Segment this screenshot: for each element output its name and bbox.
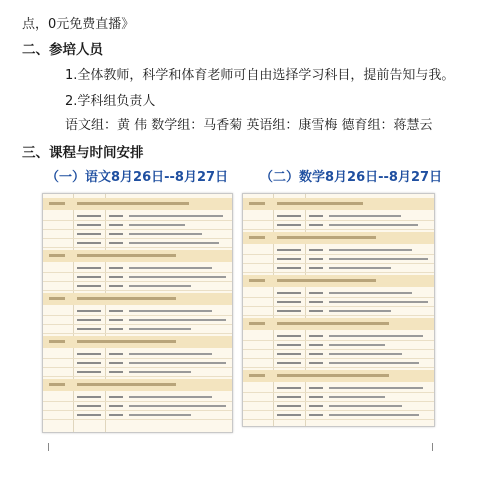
schedule-row-detail-bar xyxy=(129,242,219,244)
schedule-band-text-bar xyxy=(277,374,389,377)
schedule-row-time-bar xyxy=(277,353,301,355)
schedule-row-name-bar xyxy=(109,353,123,355)
schedule-row-rule xyxy=(43,333,232,334)
schedule-row-name-bar xyxy=(309,362,323,364)
schedule-row-name-bar xyxy=(309,301,323,303)
schedule-section-band xyxy=(43,250,232,262)
schedule-band-text-bar xyxy=(77,297,176,300)
schedule-row-name-bar xyxy=(309,335,323,337)
schedule-band-label-bar xyxy=(49,297,65,300)
schedule-row-rule xyxy=(243,229,434,230)
schedule-row-time-bar xyxy=(77,276,101,278)
schedule-row-name-bar xyxy=(109,396,123,398)
schedule-row-name-bar xyxy=(309,353,323,355)
schedule-row-detail-bar xyxy=(329,396,385,398)
schedule-row-time-bar xyxy=(277,249,301,251)
schedule-row xyxy=(243,307,434,315)
schedule-row xyxy=(243,264,434,272)
schedule-row-detail-bar xyxy=(129,405,226,407)
schedule-row-detail-bar xyxy=(329,224,418,226)
schedule-section-band xyxy=(243,318,434,330)
schedule-row-detail-bar xyxy=(129,396,212,398)
schedule-row-name-bar xyxy=(109,276,123,278)
schedule-row xyxy=(43,264,232,272)
schedule-row-time-bar xyxy=(77,353,101,355)
schedule-section-band xyxy=(43,336,232,348)
schedule-row-detail-bar xyxy=(329,362,419,364)
schedule-row-detail-bar xyxy=(129,215,223,217)
schedule-row-name-bar xyxy=(109,233,123,235)
schedule-row-rule xyxy=(43,247,232,248)
schedule-row xyxy=(243,411,434,419)
schedule-row-time-bar xyxy=(277,387,301,389)
schedule-row-detail-bar xyxy=(129,224,185,226)
schedule-row-name-bar xyxy=(109,319,123,321)
math-schedule-image xyxy=(242,193,435,427)
schedule-row-time-bar xyxy=(277,258,301,260)
schedule-row xyxy=(243,350,434,358)
section2-item1: 1.全体教师，科学和体育老师可自由选择学习科目，提前告知与我。 xyxy=(65,68,455,83)
schedule-row-time-bar xyxy=(77,224,101,226)
section2-title: 二、参培人员 xyxy=(22,42,103,58)
schedule-section-band xyxy=(243,232,434,244)
schedule-row xyxy=(243,255,434,263)
schedule-band-label-bar xyxy=(49,254,65,257)
schedule-row-time-bar xyxy=(77,267,101,269)
schedule-row-time-bar xyxy=(77,285,101,287)
schedule-row xyxy=(43,368,232,376)
schedule-row-rule xyxy=(243,419,434,420)
schedule-section-band xyxy=(43,293,232,305)
schedule-row-name-bar xyxy=(109,285,123,287)
schedule-row-detail-bar xyxy=(129,285,191,287)
schedule-row xyxy=(43,273,232,281)
schedule-band-label-bar xyxy=(249,374,265,377)
schedule-row-detail-bar xyxy=(329,353,402,355)
schedule-band-text-bar xyxy=(277,279,376,282)
schedule-row-time-bar xyxy=(77,414,101,416)
schedule-row-name-bar xyxy=(309,215,323,217)
schedule-row-detail-bar xyxy=(329,249,412,251)
section2-item2: 2.学科组负责人 xyxy=(65,94,156,109)
schedule-row-detail-bar xyxy=(129,267,212,269)
schedule-row xyxy=(43,212,232,220)
math-schedule-label: （二）数学8月26日--8月27日 xyxy=(260,170,443,185)
schedule-row xyxy=(243,393,434,401)
page-corner-mark-left xyxy=(40,443,49,451)
schedule-row xyxy=(43,402,232,410)
schedule-section-band xyxy=(243,370,434,382)
schedule-row-detail-bar xyxy=(329,387,423,389)
section3-title: 三、课程与时间安排 xyxy=(22,145,144,161)
schedule-row-name-bar xyxy=(309,224,323,226)
schedule-row-name-bar xyxy=(109,215,123,217)
schedule-section-band xyxy=(243,275,434,287)
schedule-row-time-bar xyxy=(77,405,101,407)
schedule-row-name-bar xyxy=(109,328,123,330)
schedule-row-rule xyxy=(243,367,434,368)
schedule-row xyxy=(243,212,434,220)
schedule-band-label-bar xyxy=(49,383,65,386)
schedule-row xyxy=(243,289,434,297)
schedule-row-time-bar xyxy=(277,362,301,364)
schedule-band-text-bar xyxy=(277,202,363,205)
schedule-section-band xyxy=(43,198,232,210)
schedule-row xyxy=(43,307,232,315)
schedule-row-time-bar xyxy=(77,215,101,217)
schedule-row-name-bar xyxy=(309,249,323,251)
schedule-row-name-bar xyxy=(309,258,323,260)
schedule-row-time-bar xyxy=(77,242,101,244)
schedule-row-time-bar xyxy=(77,233,101,235)
schedule-row-time-bar xyxy=(277,344,301,346)
page-corner-mark-right xyxy=(432,443,441,451)
schedule-row-detail-bar xyxy=(329,215,401,217)
schedule-row-name-bar xyxy=(309,344,323,346)
schedule-row-detail-bar xyxy=(129,371,191,373)
schedule-row-name-bar xyxy=(109,224,123,226)
schedule-row-detail-bar xyxy=(129,310,212,312)
schedule-row xyxy=(243,298,434,306)
schedule-row-time-bar xyxy=(277,215,301,217)
schedule-row-rule xyxy=(43,419,232,420)
schedule-row-detail-bar xyxy=(329,335,423,337)
schedule-row-name-bar xyxy=(109,242,123,244)
schedule-row xyxy=(243,384,434,392)
schedule-row xyxy=(43,230,232,238)
schedule-row-time-bar xyxy=(77,310,101,312)
schedule-row xyxy=(243,341,434,349)
schedule-row-detail-bar xyxy=(329,301,428,303)
schedule-row-rule xyxy=(243,315,434,316)
schedule-row-detail-bar xyxy=(129,276,226,278)
chinese-schedule-label: （一）语文8月26日--8月27日 xyxy=(46,170,229,185)
schedule-row xyxy=(43,221,232,229)
schedule-row xyxy=(43,393,232,401)
schedule-row-time-bar xyxy=(277,310,301,312)
schedule-band-text-bar xyxy=(77,340,176,343)
intro-tail: 点，0元免费直播》 xyxy=(22,17,135,32)
schedule-row xyxy=(43,325,232,333)
schedule-row-time-bar xyxy=(277,405,301,407)
schedule-row xyxy=(43,359,232,367)
schedule-row xyxy=(243,359,434,367)
schedule-band-label-bar xyxy=(49,202,65,205)
schedule-row-name-bar xyxy=(109,362,123,364)
schedule-row-detail-bar xyxy=(329,414,419,416)
schedule-row xyxy=(43,350,232,358)
schedule-band-text-bar xyxy=(277,322,389,325)
schedule-row-time-bar xyxy=(277,335,301,337)
schedule-row-time-bar xyxy=(277,292,301,294)
schedule-row-name-bar xyxy=(309,292,323,294)
schedule-row-detail-bar xyxy=(129,319,226,321)
schedule-row-name-bar xyxy=(309,405,323,407)
schedule-row-name-bar xyxy=(109,414,123,416)
schedule-row-time-bar xyxy=(277,267,301,269)
schedule-row-name-bar xyxy=(309,267,323,269)
schedule-row xyxy=(243,332,434,340)
schedule-row-time-bar xyxy=(77,396,101,398)
schedule-row-time-bar xyxy=(277,301,301,303)
schedule-row-name-bar xyxy=(109,405,123,407)
schedule-row-detail-bar xyxy=(329,292,412,294)
schedule-row-name-bar xyxy=(309,396,323,398)
schedule-row-detail-bar xyxy=(329,310,391,312)
schedule-row-detail-bar xyxy=(329,344,385,346)
schedule-row-time-bar xyxy=(77,319,101,321)
schedule-row-time-bar xyxy=(77,328,101,330)
schedule-row-detail-bar xyxy=(129,233,202,235)
schedule-row-time-bar xyxy=(277,224,301,226)
schedule-row-detail-bar xyxy=(129,414,191,416)
schedule-row xyxy=(43,411,232,419)
schedule-row-detail-bar xyxy=(129,328,191,330)
schedule-row-time-bar xyxy=(277,396,301,398)
schedule-row xyxy=(243,221,434,229)
schedule-row xyxy=(43,282,232,290)
schedule-row xyxy=(243,246,434,254)
schedule-band-text-bar xyxy=(277,236,376,239)
schedule-row-detail-bar xyxy=(329,258,428,260)
schedule-row xyxy=(243,402,434,410)
schedule-row-time-bar xyxy=(77,371,101,373)
schedule-band-label-bar xyxy=(249,279,265,282)
schedule-row-name-bar xyxy=(309,387,323,389)
schedule-band-text-bar xyxy=(77,254,176,257)
schedule-band-label-bar xyxy=(249,202,265,205)
schedule-row-rule xyxy=(43,376,232,377)
schedule-row-rule xyxy=(43,290,232,291)
schedule-row-name-bar xyxy=(109,310,123,312)
schedule-row-name-bar xyxy=(309,414,323,416)
schedule-row-rule xyxy=(243,272,434,273)
schedule-row-name-bar xyxy=(109,371,123,373)
schedule-row-detail-bar xyxy=(129,353,212,355)
schedule-section-band xyxy=(43,379,232,391)
schedule-row-detail-bar xyxy=(129,362,226,364)
schedule-row-detail-bar xyxy=(329,405,402,407)
schedule-row xyxy=(43,239,232,247)
schedule-row-name-bar xyxy=(109,267,123,269)
schedule-row-name-bar xyxy=(309,310,323,312)
schedule-row xyxy=(43,316,232,324)
chinese-schedule-image xyxy=(42,193,233,433)
schedule-row-time-bar xyxy=(77,362,101,364)
schedule-section-band xyxy=(243,198,434,210)
schedule-row-time-bar xyxy=(277,414,301,416)
schedule-band-label-bar xyxy=(249,236,265,239)
schedule-band-label-bar xyxy=(249,322,265,325)
schedule-band-text-bar xyxy=(77,202,189,205)
schedule-row-detail-bar xyxy=(329,267,391,269)
schedule-band-label-bar xyxy=(49,340,65,343)
schedule-band-text-bar xyxy=(77,383,176,386)
section2-leaders: 语文组：黄 伟 数学组：马香菊 英语组：康雪梅 德育组：蒋慧云 xyxy=(65,118,433,133)
